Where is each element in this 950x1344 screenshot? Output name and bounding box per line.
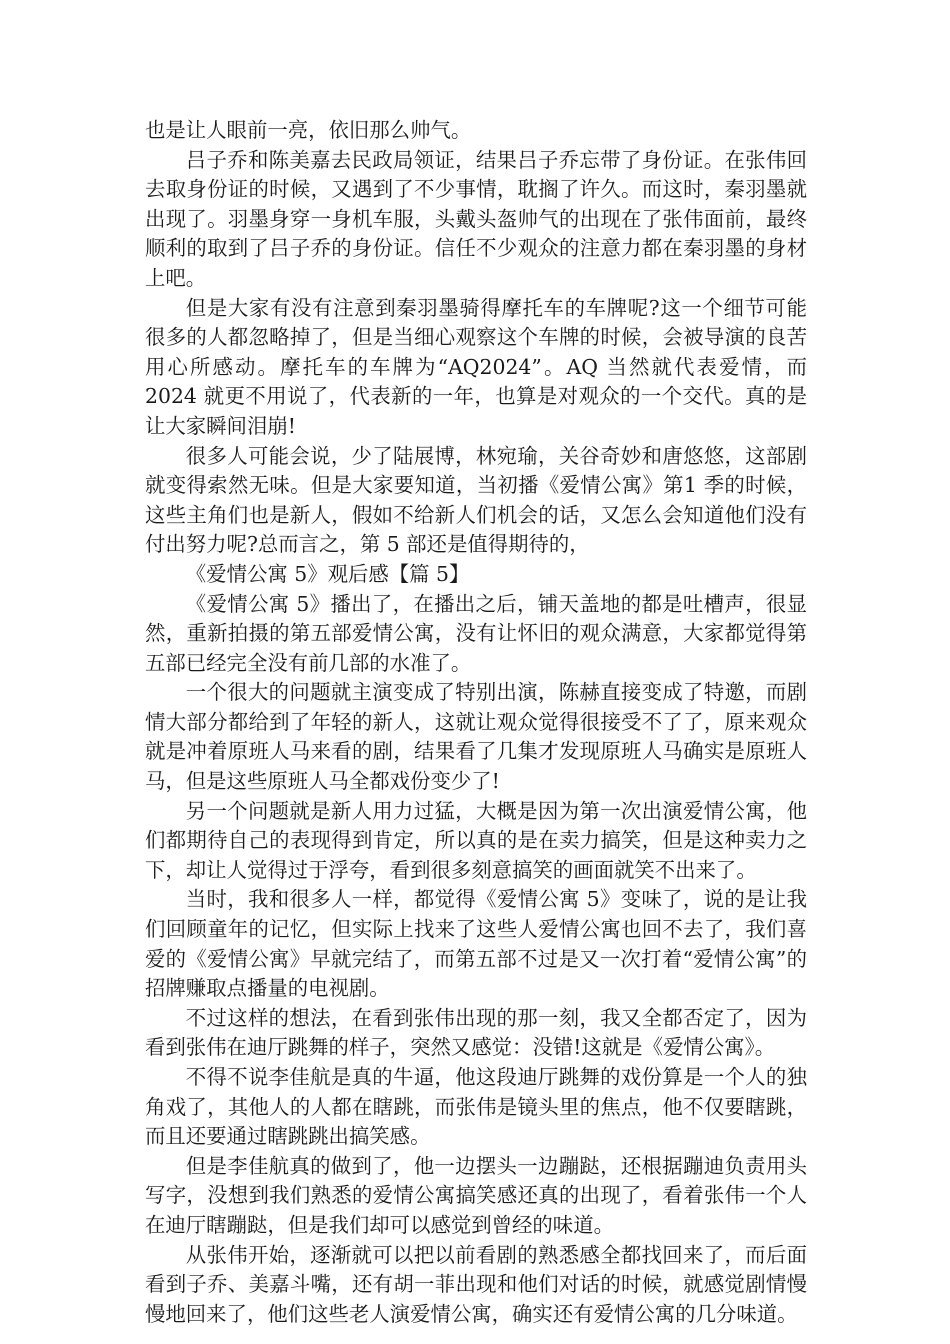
document-page — [145, 116, 807, 1329]
paragraph: 但是李佳航真的做到了，他一边摆头一边蹦跶，还根据蹦迪负责用头写字，没想到我们熟悉的爱情公寓搞笑感还真的出现了，看着张伟一个人在迪厅瞎蹦跶，但是我们却可以感觉到曾经的味道。 — [145, 1153, 807, 1237]
paragraph: 不得不说李佳航是真的牛逼，他这段迪厅跳舞的戏份算是一个人的独角戏了，其他人的人都在瞎跳，而张伟是镜头里的焦点，他不仅要瞎跳，而且还要通过瞎跳跳出搞笑感。 — [145, 1065, 807, 1149]
paragraph: 一个很大的问题就主演变成了特别出演，陈赫直接变成了特邀，而剧情大部分都给到了年轻的新人，这就让观众觉得很接受不了了，原来观众就是冲着原班人马来看的剧，结果看了几集才发现原班人马确实是原班人马，但是这些原班人马全都戏份变少了! — [145, 680, 807, 794]
paragraph: 从张伟开始，逐渐就可以把以前看剧的熟悉感全都找回来了，而后面看到子乔、美嘉斗嘴，还有胡一菲出现和他们对话的时候，就感觉剧情慢慢地回来了，他们这些老人演爱情公寓，确实还有爱情公寓的几分味道。 — [145, 1242, 807, 1326]
paragraph: 吕子乔和陈美嘉去民政局领证，结果吕子乔忘带了身份证。在张伟回去取身份证的时候，又遇到了不少事情，耽搁了许久。而这时，秦羽墨就出现了。羽墨身穿一身机车服，头戴头盔帅气的出现在了张伟面前，最终顺利的取到了吕子乔的身份证。信任不少观众的注意力都在秦羽墨的身材上吧。 — [145, 147, 807, 290]
paragraph-continued: 也是让人眼前一亮，依旧那么帅气。 — [145, 118, 472, 142]
section-title: 《爱情公寓 5》观后感【篇 5】 — [185, 561, 470, 586]
paragraph: 不过这样的想法，在看到张伟出现的那一刻，我又全都否定了，因为看到张伟在迪厅跳舞的样子，突然又感觉：没错!这就是《爱情公寓》。 — [145, 1005, 807, 1060]
paragraph: 很多人可能会说，少了陆展博，林宛瑜，关谷奇妙和唐悠悠，这部剧就变得索然无味。但是大家要知道，当初播《爱情公寓》第1 季的时候，这些主角们也是新人，假如不给新人们机会的话，又怎么会知道他们没有付出努力呢?总而言之，第 5 部还是值得期待的， — [145, 443, 807, 557]
paragraph: 当时，我和很多人一样，都觉得《爱情公寓 5》变味了，说的是让我们回顾童年的记忆，但实际上找来了这些人爱情公寓也回不去了，我们喜爱的《爱情公寓》早就完结了，而第五部不过是又一次打着“爱情公寓”的招牌赚取点播量的电视剧。 — [145, 887, 807, 1001]
paragraph: 另一个问题就是新人用力过猛，大概是因为第一次出演爱情公寓，他们都期待自己的表现得到肯定，所以真的是在卖力搞笑，但是这种卖力之下，却让人觉得过于浮夸，看到很多刻意搞笑的画面就笑不出来了。 — [145, 798, 807, 882]
paragraph: 《爱情公寓 5》播出了，在播出之后，铺天盖地的都是吐槽声，很显然，重新拍摄的第五部爱情公寓，没有让怀旧的观众满意，大家都觉得第五部已经完全没有前几部的水准了。 — [145, 591, 807, 675]
paragraph: 但是大家有没有注意到秦羽墨骑得摩托车的车牌呢?这一个细节可能很多的人都忽略掉了，但是当细心观察这个车牌的时候，会被导演的良苦用心所感动。摩托车的车牌为“AQ2024”。AQ 当然就代表爱情，而 2024 就更不用说了，代表新的一年，也算是对观众的一个交代。真的是让大家瞬间泪崩! — [145, 295, 807, 438]
